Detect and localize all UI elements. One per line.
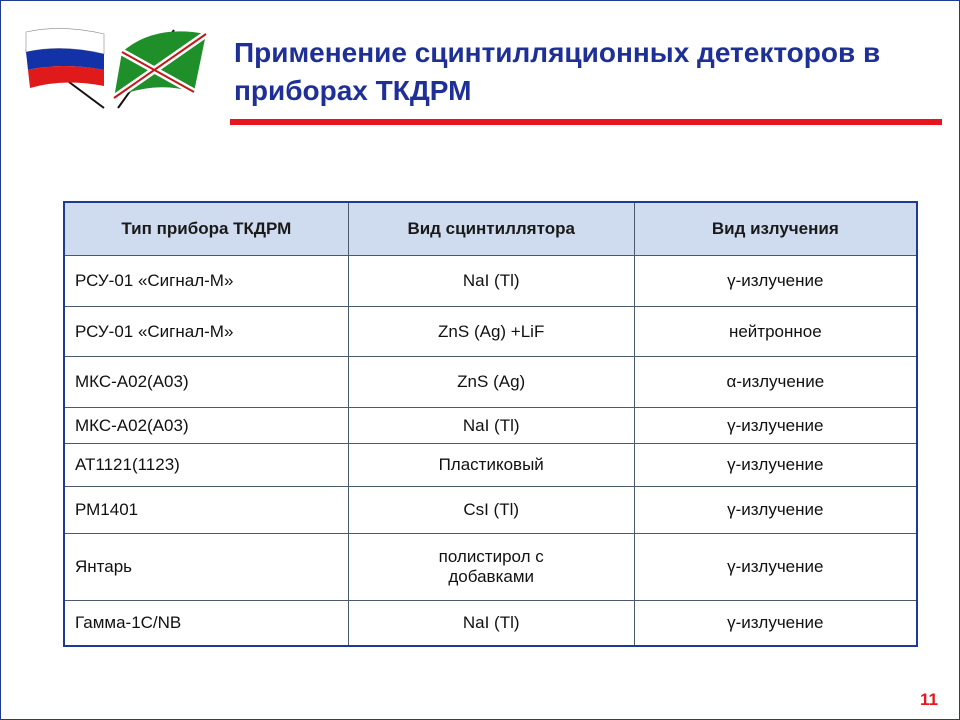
- cell-scintillator: NaI (Tl): [348, 256, 634, 307]
- russia-flag-icon: [26, 28, 104, 108]
- cell-radiation: γ-излучение: [634, 256, 917, 307]
- cell-device: АТ1121(1123): [64, 444, 348, 487]
- cell-radiation: γ-излучение: [634, 601, 917, 646]
- green-flag-icon: [114, 30, 206, 108]
- table-row: [64, 307, 917, 357]
- cell-scintillator: полистирол с добавками: [348, 534, 634, 601]
- cell-scintillator: NaI (Tl): [348, 601, 634, 646]
- title-underline: [230, 119, 942, 125]
- cell-device: РСУ-01 «Сигнал-М»: [64, 307, 348, 357]
- cell-scintillator: ZnS (Ag) +LiF: [348, 307, 634, 357]
- flags-emblem: [14, 20, 214, 112]
- cell-radiation: γ-излучение: [634, 444, 917, 487]
- cell-radiation: γ-излучение: [634, 487, 917, 534]
- cell-scintillator: Пластиковый: [348, 444, 634, 487]
- column-header-scintillator: Вид сцинтиллятора: [348, 202, 634, 256]
- table-row: [64, 357, 917, 408]
- cell-device: РМ1401: [64, 487, 348, 534]
- cell-device: МКС-А02(А03): [64, 408, 348, 444]
- cell-radiation: γ-излучение: [634, 408, 917, 444]
- table-row: [64, 487, 917, 534]
- cell-device: МКС-А02(А03): [64, 357, 348, 408]
- table-row: [64, 444, 917, 487]
- cell-radiation: α-излучение: [634, 357, 917, 408]
- column-header-device: Тип прибора ТКДРМ: [64, 202, 348, 256]
- cell-radiation: γ-излучение: [634, 534, 917, 601]
- table-header-row: [64, 202, 917, 256]
- cell-device: Гамма-1С/NB: [64, 601, 348, 646]
- cell-scintillator: NaI (Tl): [348, 408, 634, 444]
- table-row: [64, 408, 917, 444]
- detectors-table: [63, 201, 918, 647]
- cell-device: Янтарь: [64, 534, 348, 601]
- cell-scintillator: CsI (Tl): [348, 487, 634, 534]
- cell-radiation: нейтронное: [634, 307, 917, 357]
- cell-device: РСУ-01 «Сигнал-М»: [64, 256, 348, 307]
- table-row: [64, 256, 917, 307]
- slide-title: Применение сцинтилляционных детекторов в приборах ТКДРМ: [234, 37, 881, 106]
- column-header-radiation: Вид излучения: [634, 202, 917, 256]
- cell-scintillator: ZnS (Ag): [348, 357, 634, 408]
- table-row: [64, 534, 917, 601]
- page-number: 11: [920, 690, 938, 709]
- table-row: [64, 601, 917, 646]
